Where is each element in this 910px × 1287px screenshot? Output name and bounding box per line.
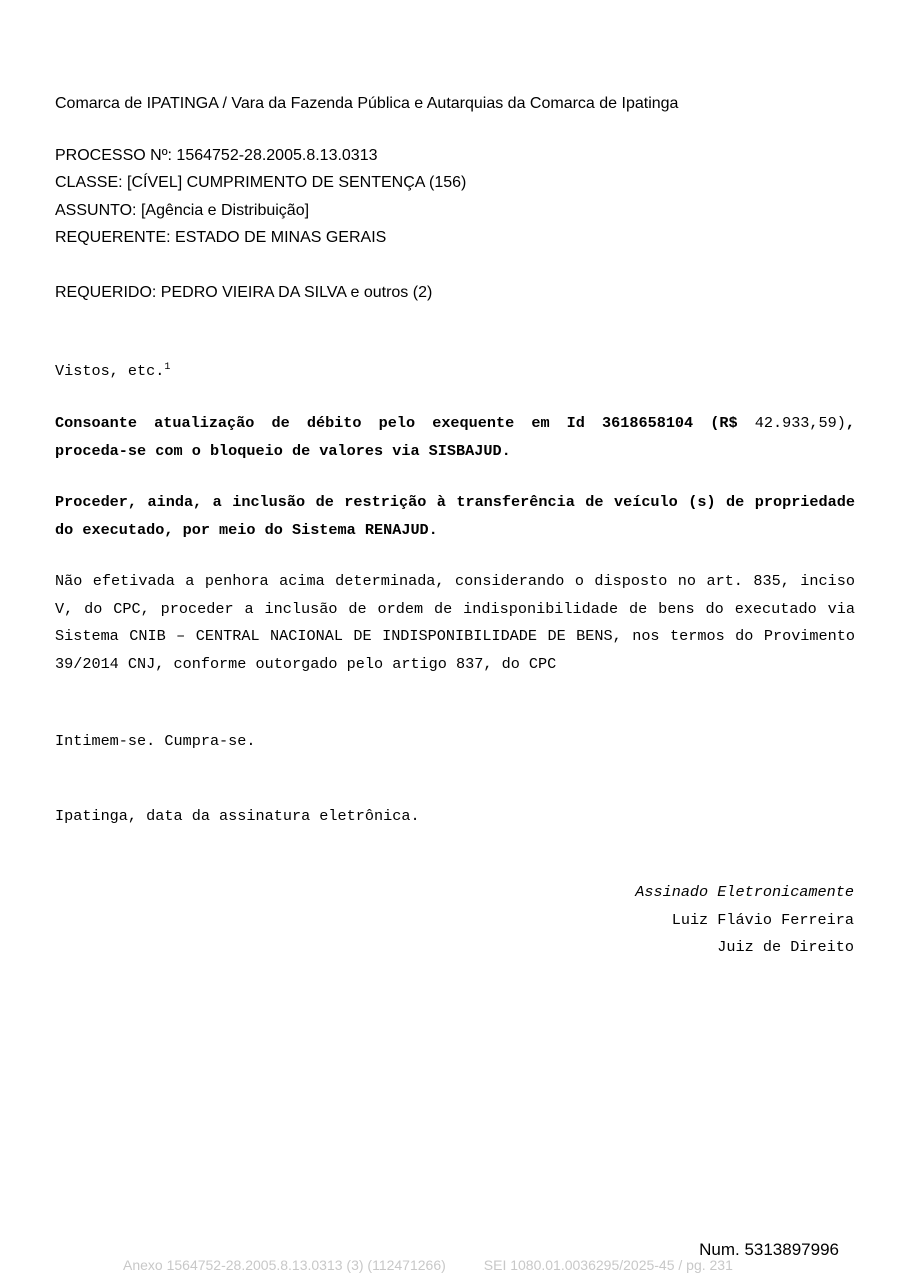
paragraph-sisbajud-amount: 42.933,59): [754, 414, 846, 432]
intimem-line: Intimem-se. Cumpra-se.: [55, 732, 256, 750]
process-number: PROCESSO Nº: 1564752-28.2005.8.13.0313: [55, 147, 378, 164]
place-date-line: Ipatinga, data da assinatura eletrônica.: [55, 807, 420, 825]
footnote-marker: 1: [164, 361, 171, 373]
signature-role: Juiz de Direito: [717, 938, 854, 956]
footer-annex-line: [123, 1257, 733, 1273]
process-subject: ASSUNTO: [Agência e Distribuição]: [55, 202, 310, 219]
signature-electronic: Assinado Eletronicamente: [635, 883, 854, 901]
vistos-text: Vistos, etc.: [55, 362, 165, 380]
paragraph-renajud: Proceder, ainda, a inclusão de restrição à transferência de veículo (s) de propriedade do executado, por meio do Sistema RENAJUD.: [55, 493, 855, 539]
paragraph-sisbajud-bold-a: Consoante atualização de débito pelo exequente em Id 3618658104 (R$: [55, 414, 738, 432]
paragraph-cnib: Não efetivada a penhora acima determinada, considerando o disposto no art. 835, inciso V, do CPC, proceder a inclusão de ordem de indisponibilidade de bens do executado via Sistema CNIB – CENTRAL NACIONAL DE INDISPONIBILIDADE DE BENS, nos termos do Provimento 39/2014 CNJ, conforme outorgado pelo artigo 837, do CPC: [55, 572, 855, 673]
process-class: CLASSE: [CÍVEL] CUMPRIMENTO DE SENTENÇA (156): [55, 174, 467, 191]
annex-reference: Anexo 1564752-28.2005.8.13.0313 (3) (112471266): [123, 1257, 446, 1273]
signature-name: Luiz Flávio Ferreira: [671, 911, 854, 929]
paragraph-sisbajud: [55, 410, 855, 465]
vistos-line: [55, 362, 170, 380]
plaintiff: REQUERENTE: ESTADO DE MINAS GERAIS: [55, 229, 387, 246]
court-header: Comarca de IPATINGA / Vara da Fazenda Pública e Autarquias da Comarca de Ipatinga: [55, 95, 679, 112]
defendant: REQUERIDO: PEDRO VIEIRA DA SILVA e outros (2): [55, 284, 433, 301]
document-number: Num. 5313897996: [699, 1240, 839, 1259]
sei-reference: SEI 1080.01.0036295/2025-45 / pg. 231: [483, 1257, 733, 1273]
paragraph-sisbajud-bold-b: , proceda-se com o bloqueio de valores via SISBAJUD.: [55, 414, 855, 460]
